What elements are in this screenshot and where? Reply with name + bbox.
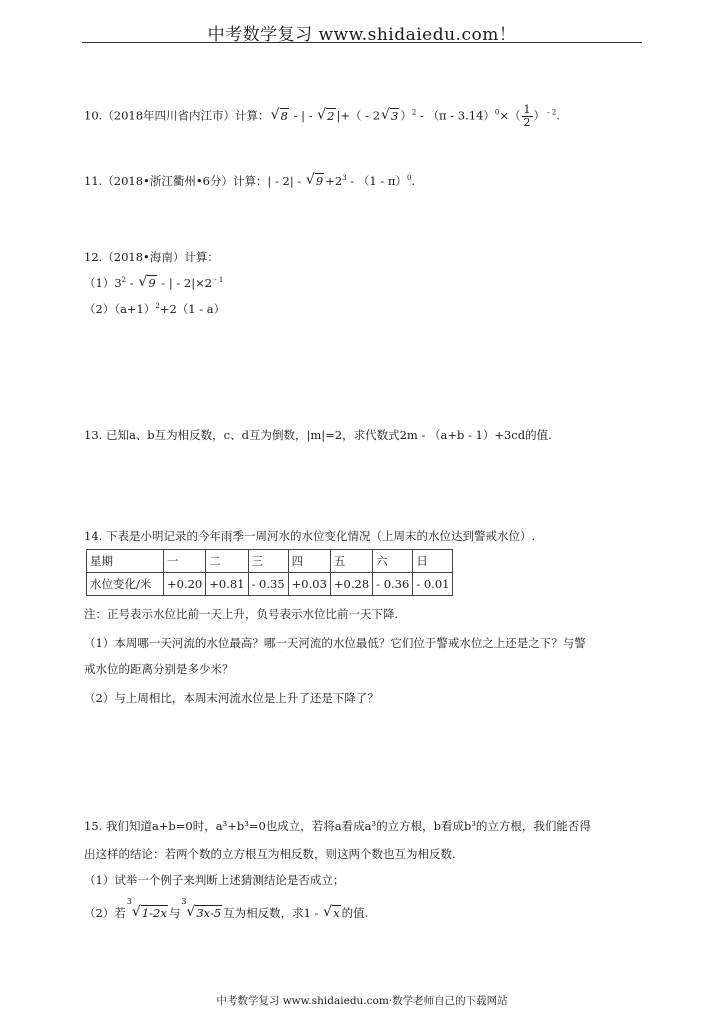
table-day-cell: 二 bbox=[206, 550, 248, 573]
sqrt-2 bbox=[317, 109, 335, 123]
q15-text: （2）若 bbox=[84, 906, 126, 920]
exponent: 0 bbox=[406, 174, 412, 183]
q12-text: - bbox=[126, 276, 138, 290]
question-10 bbox=[84, 104, 560, 129]
exponent: 2 bbox=[155, 302, 160, 311]
numerator: 1 bbox=[523, 103, 531, 116]
table-value-cell: +0.03 bbox=[288, 573, 330, 596]
question-14-note: 注：正号表示水位比前一天上升，负号表示水位比前一天下降. bbox=[84, 607, 399, 621]
question-15-line-2: 出这样的结论：若两个数的立方根互为相反数，则这两个数也互为相反数. bbox=[84, 847, 456, 861]
water-level-table bbox=[86, 549, 453, 596]
q12-text: - | - 2|×2 bbox=[157, 276, 213, 290]
table-value-cell: +0.20 bbox=[164, 573, 206, 596]
sqrt-3 bbox=[381, 109, 399, 123]
q12-text: +2（1 - a） bbox=[159, 302, 226, 316]
question-11 bbox=[84, 173, 415, 189]
denominator: 2 bbox=[523, 116, 531, 129]
q15-text: 互为相反数，求1 - bbox=[223, 906, 323, 920]
question-12-part-2 bbox=[84, 301, 225, 317]
sqrt-8 bbox=[271, 109, 289, 123]
q15-text: 与 bbox=[168, 906, 181, 920]
header-rule bbox=[82, 42, 642, 43]
question-15-part-1: （1）试举一个例子来判断上述猜测结论是否成立； bbox=[84, 873, 345, 887]
root-index: √ 3 bbox=[181, 897, 187, 906]
table-day-cell: 四 bbox=[288, 550, 330, 573]
exponent: - 2 bbox=[545, 108, 557, 117]
q15-text: 的值. bbox=[341, 906, 369, 920]
q10-text: - | - bbox=[289, 108, 317, 123]
question-13: 13. 已知a、b互为相反数，c、d互为倒数，|m|=2，求代数式2m - （a+b - 1）+3cd的值. bbox=[84, 428, 552, 442]
table-day-cell: 六 bbox=[373, 550, 413, 573]
cube-root-3x-5 bbox=[181, 897, 222, 920]
page-footer: 中考数学复习 www.shidaiedu.com·数学老师自己的下载网站 bbox=[216, 995, 508, 1007]
sqrt-x bbox=[323, 906, 341, 920]
table-day-cell: 三 bbox=[248, 550, 288, 573]
q10-prefix: 10.（2018年四川省内江市）计算： bbox=[84, 108, 270, 123]
q10-text: ×（ bbox=[499, 108, 521, 123]
radicand: x bbox=[333, 906, 340, 920]
q11-text: . bbox=[411, 174, 416, 188]
table-day-cell: 五 bbox=[330, 550, 372, 573]
exponent: 3 bbox=[342, 174, 347, 183]
q11-text: +2 bbox=[325, 174, 343, 188]
exponent: - 1 bbox=[212, 276, 224, 285]
question-14-part-1-line-2: 戒水位的距离分别是多少米？ bbox=[84, 662, 234, 676]
exponent: 2 bbox=[121, 276, 127, 285]
question-15-line-1: 15. 我们知道a+b=0时，a³+b³=0也成立，若将a看成a³的立方根，b看成b³的立方根，我们能否得 bbox=[84, 819, 591, 833]
question-12: 12.（2018•海南）计算： bbox=[84, 250, 219, 264]
cube-root-1-2x bbox=[126, 897, 168, 920]
sqrt-9 bbox=[138, 276, 156, 290]
radicand: 9 bbox=[148, 276, 156, 290]
radicand: 8 bbox=[280, 108, 288, 123]
table-header-cell: 星期 bbox=[87, 550, 164, 573]
question-12-part-1 bbox=[84, 275, 223, 291]
table-value-cell: +0.81 bbox=[206, 573, 248, 596]
q11-text: - （1 - π） bbox=[346, 174, 407, 188]
radicand: 3 bbox=[391, 108, 399, 123]
fraction-one-half bbox=[522, 104, 533, 129]
table-value-cell: - 0.36 bbox=[373, 573, 413, 596]
radicand: 1-2x bbox=[141, 906, 167, 920]
exponent: 0 bbox=[494, 108, 500, 117]
q10-text: ） bbox=[400, 108, 412, 123]
table-row-label: 水位变化/米 bbox=[87, 573, 164, 596]
question-14: 14. 下表是小明记录的今年雨季一周河水的水位变化情况（上周末的水位达到警戒水位）. bbox=[84, 529, 536, 543]
table-day-cell: 一 bbox=[164, 550, 206, 573]
q10-text: ） bbox=[533, 108, 545, 123]
q10-text: |+（ - 2 bbox=[336, 108, 381, 123]
q10-text: - （π - 3.14） bbox=[416, 108, 495, 123]
table-value-cell: - 0.35 bbox=[248, 573, 288, 596]
question-14-part-1-line-1: （1）本周哪一天河流的水位最高？哪一天河流的水位最低？它们位于警戒水位之上还是之下？与警 bbox=[84, 636, 586, 650]
q12-text: （2）（a+1） bbox=[84, 302, 156, 316]
table-row bbox=[87, 573, 453, 596]
q12-text: （1）3 bbox=[84, 276, 122, 290]
q11-prefix: 11.（2018•浙江衢州•6分）计算：| - 2| - bbox=[84, 174, 305, 188]
table-value-cell: - 0.01 bbox=[413, 573, 453, 596]
radicand: 3x-5 bbox=[196, 906, 222, 920]
radicand: 9 bbox=[315, 174, 324, 188]
sqrt-9 bbox=[306, 174, 324, 188]
question-14-part-2: （2）与上周相比，本周末河流水位是上升了还是下降了？ bbox=[84, 691, 379, 705]
table-row bbox=[87, 550, 453, 573]
root-index: √ 3 bbox=[126, 897, 132, 906]
radicand: 2 bbox=[327, 108, 335, 123]
table-value-cell: +0.28 bbox=[330, 573, 372, 596]
question-15-part-2 bbox=[84, 897, 369, 921]
table-day-cell: 日 bbox=[413, 550, 453, 573]
page-header: 中考数学复习 www.shidaiedu.com！ bbox=[207, 25, 517, 45]
exponent: 2 bbox=[411, 108, 417, 117]
q10-text: . bbox=[556, 108, 560, 123]
